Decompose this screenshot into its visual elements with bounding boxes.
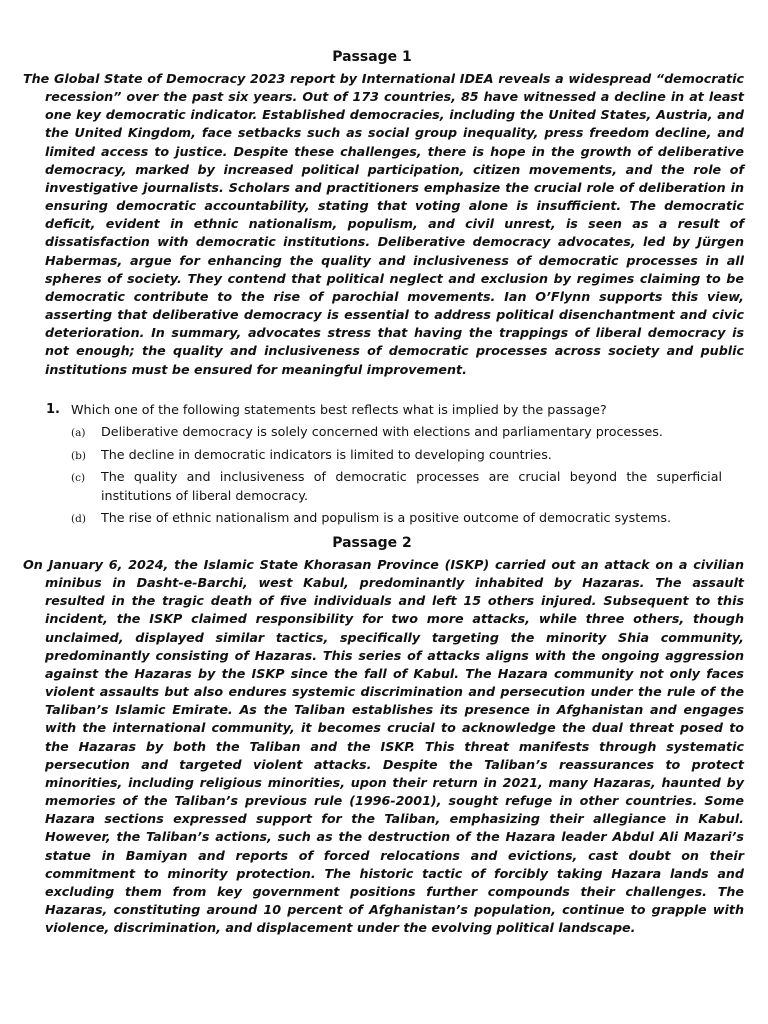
passage-1-body: The Global State of Democracy 2023 report by International IDEA reveals a widespread “democratic recession” over the past six years. Out of 173 countries, 85 have witnessed a decline in at least one key democratic indicator. Established democracies, including the United States, Austria, and the United Kingdom, face setbacks such as social group inequality, press freedom decline, and limited access to justice. Despite these challenges, there is hope in the growth of deliberative democracy, marked by increased political participation, citizen movements, and the role of investigative journalists. Scholars and practitioners emphasize the crucial role of deliberation in ensuring democratic accountability, stating that voting alone is insufficient. The democratic deficit, evident in ethnic nationalism, populism, and civil unrest, is seen as a result of dissatisfaction with democratic institutions. Deliberative democracy advocates, led by Jürgen Habermas, argue for enhancing the quality and inclusiveness of democratic processes in all spheres of society. They contend that political neglect and exclusion by regimes claiming to be democratic contribute to the rise of parochial movements. Ian O’Flynn supports this view, asserting that deliberative democracy is essential to address political disenchantment and civic deterioration. In summary, advocates stress that having the trappings of liberal democracy is not enough; the quality and inclusiveness of democratic processes across society and public institutions must be ensured for meaningful improvement. [23, 71, 744, 377]
option-text: The rise of ethnic nationalism and populism is a positive outcome of democratic systems. [101, 510, 672, 525]
passage-2-body: On January 6, 2024, the Islamic State Khorasan Province (ISKP) carried out an attack on a civilian minibus in Dasht-e-Barchi, west Kabul, predominantly inhabited by Hazaras. The assault resulted in the tragic death of five individuals and left 15 others injured. Subsequent to this incident, the ISKP claimed responsibility for two more attacks, while three others, though unclaimed, displayed similar tactics, specifically targeting the minority Shia community, predominantly consisting of Hazaras. This series of attacks aligns with the ongoing aggression against the Hazaras by the ISKP since the fall of Kabul. The Hazara community not only faces violent assaults but also endures systemic discrimination and persecution under the rule of the Taliban’s Islamic Emirate. As the Taliban establishes its presence in Afghanistan and engages with the international community, it becomes crucial to acknowledge the dual threat posed to the Hazaras by both the Taliban and the ISKP. This threat manifests through systematic persecution and targeted violent attacks. Despite the Taliban’s reassurances to protect minorities, including religious minorities, upon their return in 2021, many Hazaras, haunted by memories of the Taliban’s previous rule (1996-2001), sought refuge in other countries. Some Hazara sections expressed support for the Taliban, emphasizing their allegiance in Kabul. However, the Taliban’s actions, such as the destruction of the Hazara leader Abdul Ali Mazari’s statue in Bamiyan and reports of forced relocations and evictions, cast doubt on their commitment to minority protection. The historic tactic of forcibly taking Hazara lands and excluding them from key government positions further compounds their challenges. The Hazaras, constituting around 10 percent of Afghanistan’s population, continue to grapple with violence, discrimination, and displacement under the evolving political landscape. [23, 557, 744, 936]
question-1 [46, 401, 722, 532]
option-text: The decline in democratic indicators is limited to developing countries. [101, 446, 552, 462]
option-letter: (b) [71, 449, 86, 462]
passage-2-title: Passage 2 [332, 535, 412, 551]
option-text: Deliberative democracy is solely concerned with elections and parliamentary processes. [101, 424, 663, 439]
question-stem: Which one of the following statements best reflects what is implied by the passage? [71, 402, 607, 417]
answer-options [46, 423, 722, 528]
option-text: The quality and inclusiveness of democratic processes are crucial beyond the superficial institutions of liberal democracy. [101, 469, 722, 503]
option-b [46, 446, 722, 465]
option-letter: (c) [71, 472, 86, 484]
option-c [46, 468, 722, 505]
option-letter: (d) [71, 513, 86, 525]
option-letter: (a) [71, 427, 86, 439]
passage-1-title: Passage 1 [332, 49, 412, 65]
question-1-stem-row [46, 401, 722, 419]
question-number: 1. [46, 402, 60, 417]
option-a [46, 423, 722, 442]
option-d [46, 509, 722, 528]
